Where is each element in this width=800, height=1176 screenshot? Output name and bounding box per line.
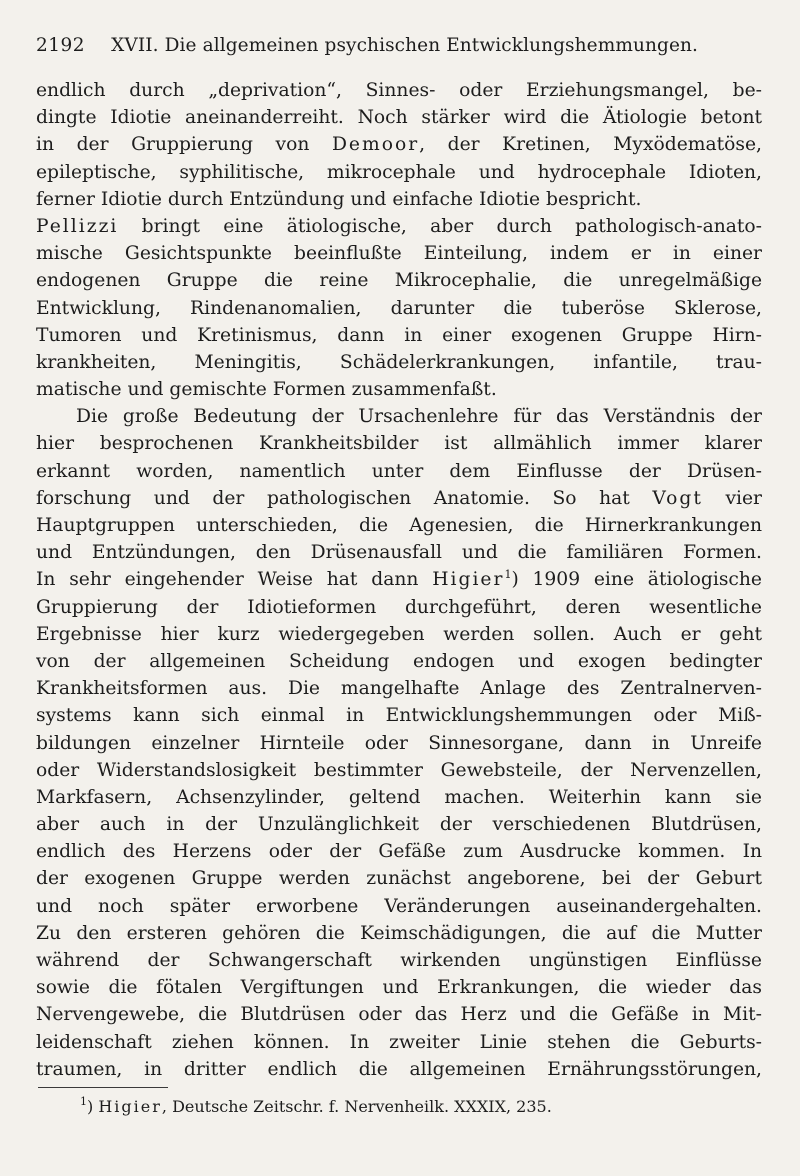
text-line: hier besprochenen Krankheitsbilder ist allmählich immer klarer — [36, 433, 762, 455]
text-line: mische Gesichtspunkte beeinflußte Einteilung, indem er in einer — [36, 243, 762, 265]
text-line: ferner Idiotie durch Entzündung und einfache Idiotie bespricht. — [36, 188, 642, 210]
text-line: Tumoren und Kretinismus, dann in einer exogenen Gruppe Hirn- — [36, 324, 762, 346]
text-line: während der Schwangerschaft wirkenden ungünstigen Einflüsse — [36, 950, 762, 971]
footnote-reference: 1 — [504, 568, 512, 582]
running-head-title: XVII. Die allgemeinen psychischen Entwicklungshemmungen. — [111, 35, 699, 56]
text-line: oder Widerstandslosigkeit bestimmter Gewebsteile, der Nervenzellen, — [36, 759, 762, 781]
text-line: Markfasern, Achsenzylinder, geltend machen. Weiterhin kann sie — [36, 786, 762, 808]
text-line: dingte Idiotie aneinanderreiht. Noch stärker wird die Ätiologie betont — [36, 107, 762, 129]
text-line: der exogenen Gruppe werden zunächst angeborene, bei der Geburt — [36, 868, 762, 890]
text-line: aber auch in der Unzulänglichkeit der verschiedenen Blutdrüsen, — [36, 814, 762, 836]
text-line: krankheiten, Meningitis, Schädelerkrankungen, infantile, trau- — [36, 351, 762, 373]
text-line: Pellizzi bringt eine ätiologische, aber durch pathologisch-anato- — [36, 215, 762, 237]
text-line: traumen, in dritter endlich die allgemeinen Ernährungsstörungen, — [36, 1058, 762, 1080]
text-line: in der Gruppierung von Demoor, der Kretinen, Myxödematöse, — [36, 134, 762, 156]
text-line: leidenschaft ziehen können. In zweiter Linie stehen die Geburts- — [36, 1031, 762, 1053]
text-line: und Entzündungen, den Drüsenausfall und die familiären Formen. — [36, 542, 762, 564]
text-line: endogenen Gruppe die reine Mikrocephalie, die unregelmäßige — [36, 270, 762, 292]
author-name: Demoor — [331, 134, 420, 156]
body-text — [36, 77, 762, 1083]
text-line: systems kann sich einmal in Entwicklungshemmungen oder Miß- — [36, 705, 762, 727]
text-line: Entwicklung, Rindenanomalien, darunter die tuberöse Sklerose, — [36, 297, 762, 319]
text-line: bildungen einzelner Hirnteile oder Sinnesorgane, dann in Unreife — [36, 732, 762, 754]
text-line: endlich des Herzens oder der Gefäße zum Ausdrucke kommen. In — [36, 841, 762, 863]
footnote — [36, 1096, 762, 1118]
text-line: Die große Bedeutung der Ursachenlehre für das Verständnis der — [76, 406, 762, 428]
footnote-marker: 1 — [80, 1094, 87, 1108]
footnote-marker-suffix: ) — [87, 1096, 94, 1116]
footnote-divider — [38, 1087, 168, 1088]
running-head — [36, 34, 762, 58]
text-line: endlich durch „deprivation“, Sinnes- oder Erziehungsmangel, be- — [36, 80, 762, 101]
text-line: matische und gemischte Formen zusammenfaßt. — [36, 379, 497, 401]
text-line: epileptische, syphilitische, mikrocephale und hydrocephale Idioten, — [36, 161, 762, 183]
text-line: In sehr eingehender Weise hat dann Higier$^1$) 1909 eine ätiologische — [36, 568, 762, 591]
page-number: 2192 — [36, 35, 86, 56]
text-line: Krankheitsformen aus. Die mangelhafte Anlage des Zentralnerven- — [36, 678, 762, 700]
author-name: Pellizzi — [36, 215, 119, 237]
text-line: Hauptgruppen unterschieden, die Agenesien, die Hirnerkrankungen — [36, 515, 762, 536]
text-line: Nervengewebe, die Blutdrüsen oder das Herz und die Gefäße in Mit- — [36, 1004, 762, 1026]
author-name: Higier — [432, 569, 505, 591]
text-line: forschung und der pathologischen Anatomie. So hat Vogt vier — [36, 487, 762, 509]
text-line: und noch später erworbene Veränderungen auseinandergehalten. — [36, 895, 762, 917]
text-line: erkannt worden, namentlich unter dem Einflusse der Drüsen- — [36, 460, 762, 482]
text-line: Gruppierung der Idiotieformen durchgeführt, deren wesentliche — [36, 596, 762, 618]
text-line: Ergebnisse hier kurz wiedergegeben werden sollen. Auch er geht — [36, 623, 762, 645]
footnote-author: Higier — [98, 1096, 162, 1116]
footnote-citation: , Deutsche Zeitschr. f. Nervenheilk. XXXIX, 235. — [161, 1096, 552, 1116]
text-line: Zu den ersteren gehören die Keimschädigungen, die auf die Mutter — [36, 922, 762, 944]
text-line: sowie die fötalen Vergiftungen und Erkrankungen, die wieder das — [36, 977, 762, 999]
author-name: Vogt — [652, 487, 703, 509]
text-line: von der allgemeinen Scheidung endogen und exogen bedingter — [36, 650, 762, 672]
